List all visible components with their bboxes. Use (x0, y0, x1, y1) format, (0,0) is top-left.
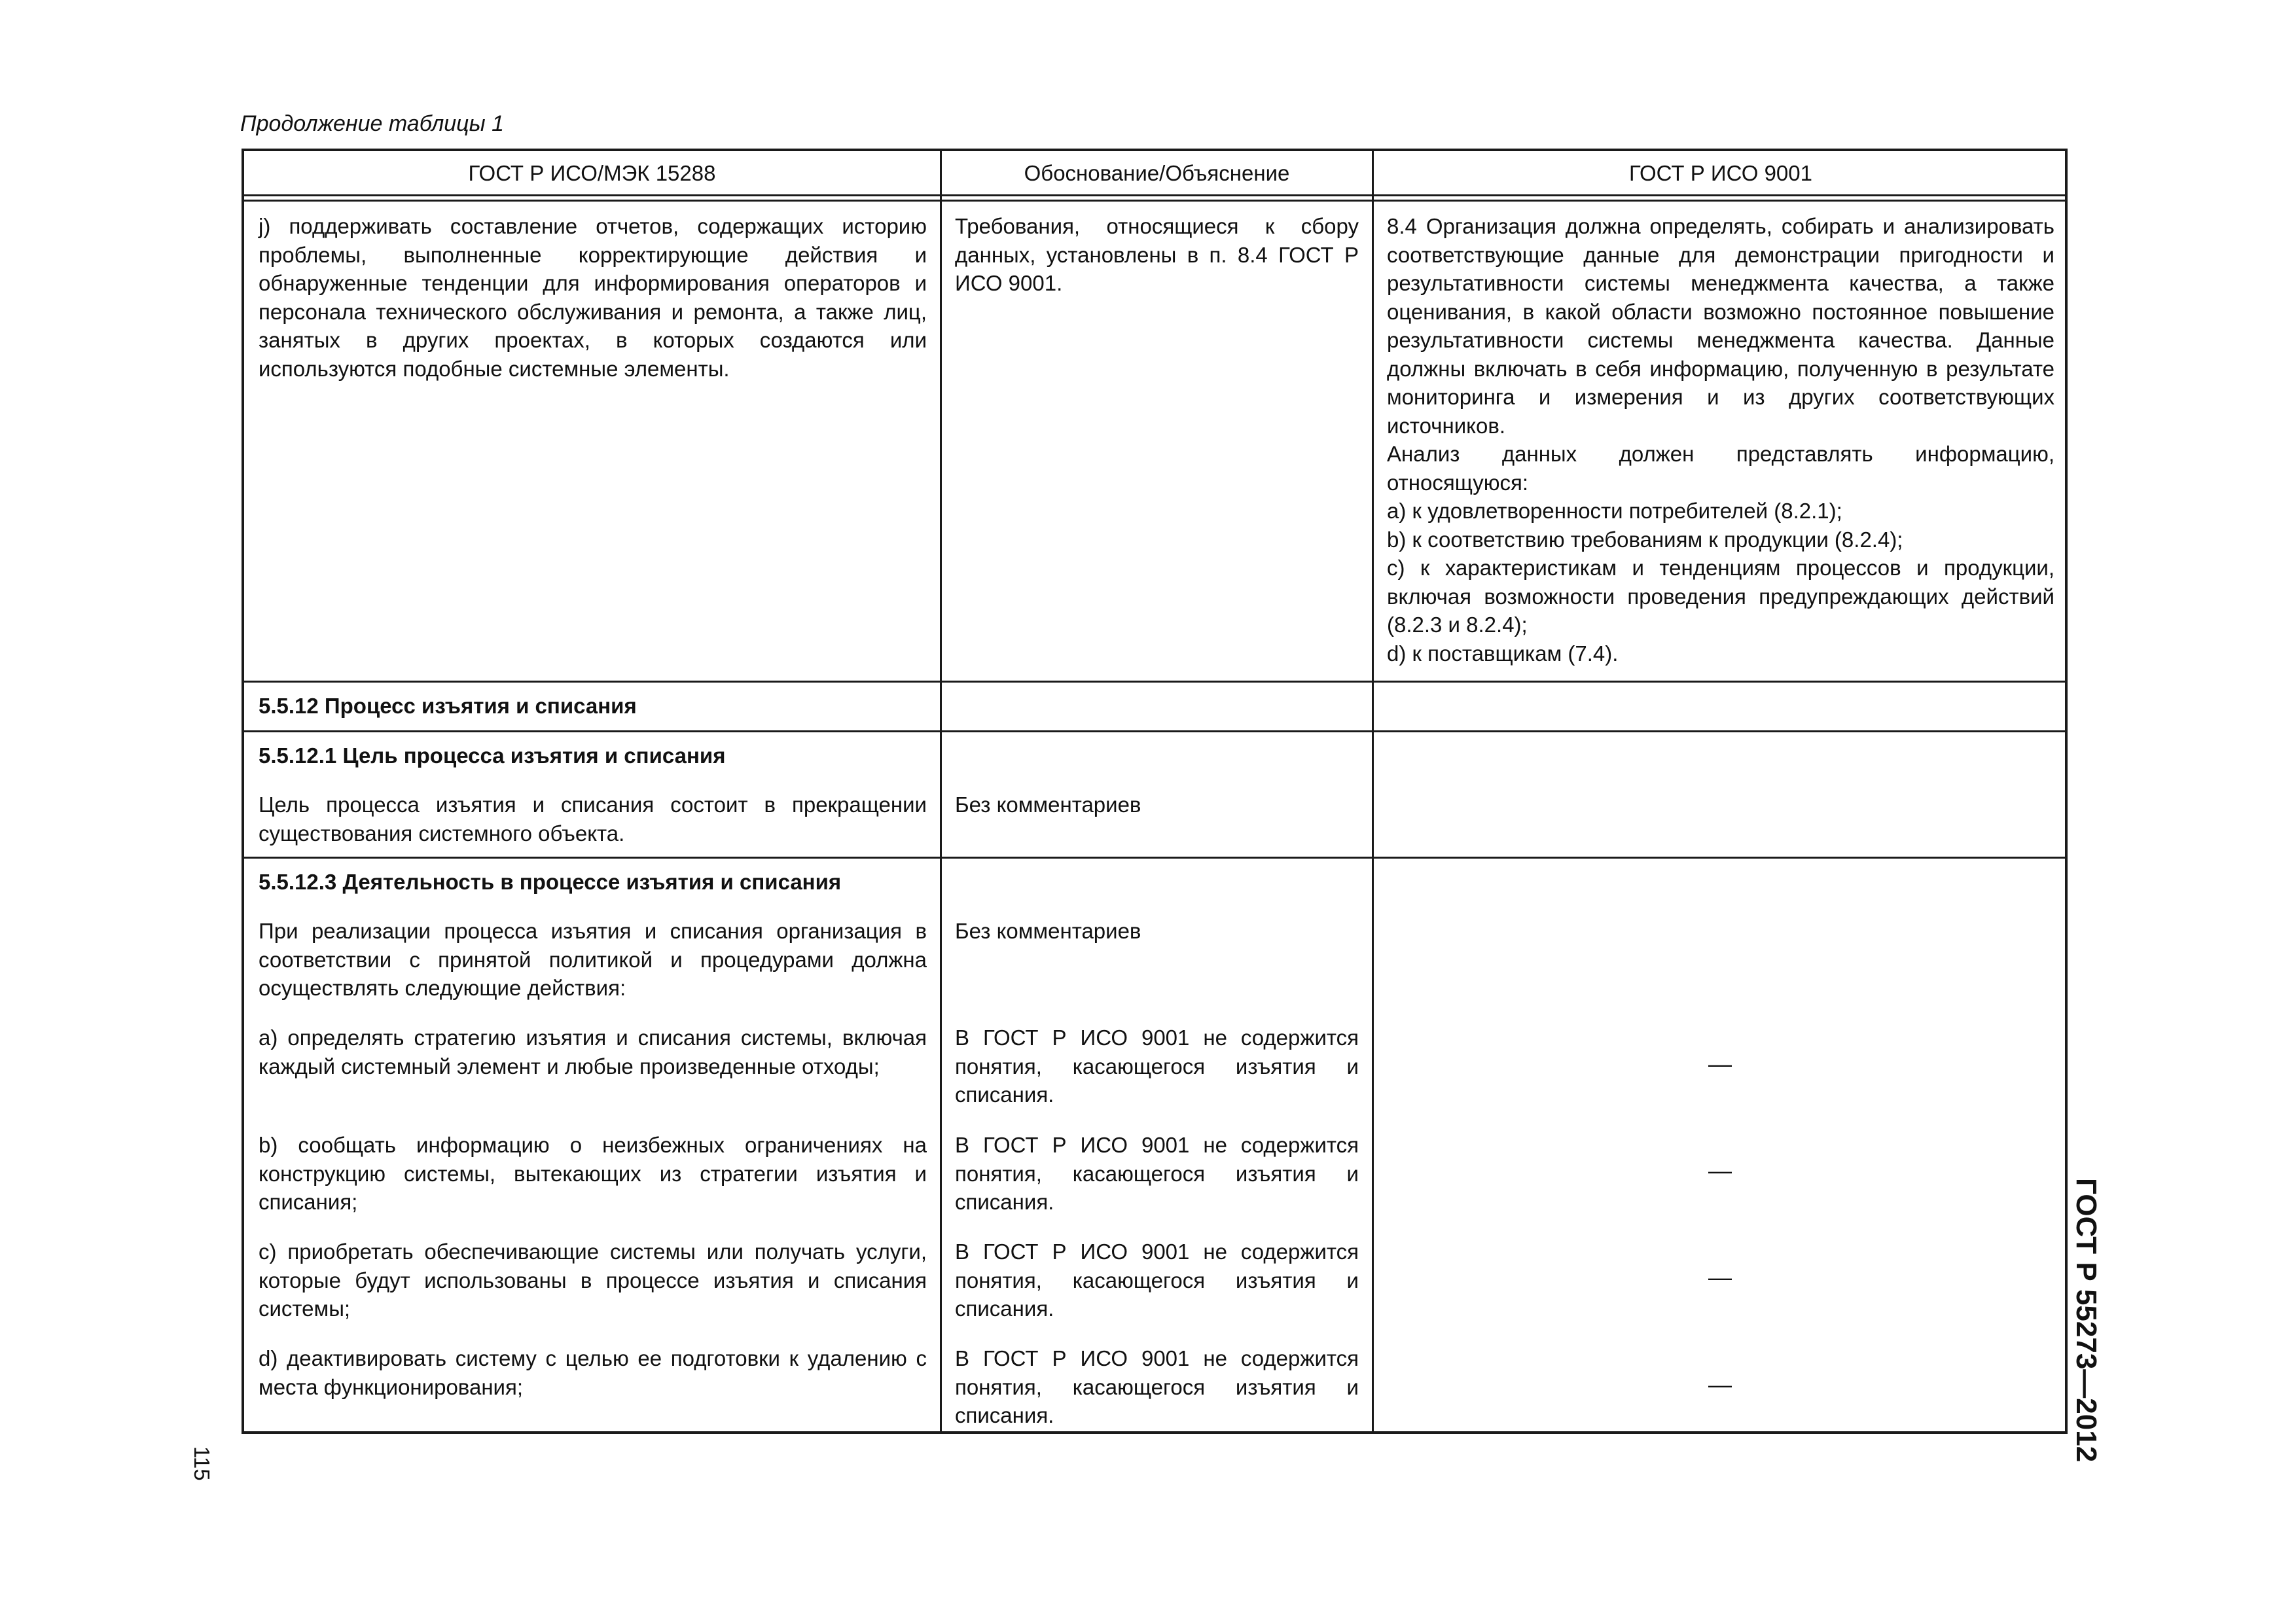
section-5-5-12-1-title: 5.5.12.1 Цель процесса изъятия и списания (259, 743, 726, 768)
activity-item-d-comment: В ГОСТ Р ИСО 9001 не содержится понятия, касающегося изъятия и списания. (955, 1346, 1359, 1427)
activity-item-a: a) определять стратегию изъятия и списания системы, включая каждый системный элемент и любые произведенные отходы; (259, 1026, 927, 1079)
activity-item-a-ref: — (1708, 1050, 1732, 1077)
section-5-5-12-3-intro: При реализации процесса изъятия и списания организация в соответствии с принятой политикой и процедурами должна осуществлять следующие действия: (259, 919, 927, 1000)
section-5-5-12-1-comment: Без комментариев (955, 793, 1141, 817)
analysis-item-b: b) к соответствию требованиям к продукции (8.2.4); (1387, 527, 1903, 552)
section-5-5-12-1-text: Цель процесса изъятия и списания состоит в прекращении существования системного объекта. (259, 793, 927, 846)
document-title-vertical: ГОСТ Р 55273—2012 (2070, 1178, 2102, 1463)
row-j-justification: Требования, относящиеся к сбору данных, установлены в п. 8.4 ГОСТ Р ИСО 9001. (955, 214, 1359, 295)
comparison-table (242, 149, 2068, 1434)
analysis-item-a: a) к удовлетворенности потребителей (8.2.1); (1387, 499, 1842, 523)
row-divider (244, 730, 2065, 732)
iso9001-8-4-text: 8.4 Организация должна определять, собирать и анализировать соответствующие данные для демонстрации пригодности и результативности системы менеджмента качества, а также оценивания, в какой области возможно постоянное повышение результативности системы менеджмента качества. Данные должны включать в себя информацию, полученную в результате мониторинга и измерения и из других соответствующих источников. (1387, 214, 2054, 438)
column-divider (1372, 151, 1374, 1431)
table-caption: Продолжение таблицы 1 (240, 111, 504, 136)
activity-item-b: b) сообщать информацию о неизбежных ограничениях на конструкцию системы, вытекающих из стратегии изъятия и списания; (259, 1133, 927, 1214)
activity-item-b-ref: — (1708, 1157, 1732, 1184)
header-justification: Обоснование/Объяснение (1024, 161, 1290, 185)
row-divider (244, 857, 2065, 859)
column-divider (940, 151, 942, 1431)
section-5-5-12-title: 5.5.12 Процесс изъятия и списания (259, 694, 637, 718)
activity-item-d-ref: — (1708, 1371, 1732, 1398)
analysis-item-d: d) к поставщикам (7.4). (1387, 641, 1619, 666)
activity-item-c-comment: В ГОСТ Р ИСО 9001 не содержится понятия, касающегося изъятия и списания. (955, 1240, 1359, 1321)
activity-item-c: c) приобретать обеспечивающие системы или получать услуги, которые будут использованы в процессе изъятия и списания системы; (259, 1240, 927, 1321)
activity-item-a-comment: В ГОСТ Р ИСО 9001 не содержится понятия, касающегося изъятия и списания. (955, 1026, 1359, 1107)
analysis-text: Анализ данных должен представлять информацию, относящуюся: (1387, 442, 2054, 495)
header-iso15288: ГОСТ Р ИСО/МЭК 15288 (468, 161, 716, 185)
analysis-item-c: c) к характеристикам и тенденциям процессов и продукции, включая возможности проведения предупреждающих действий (8.2.3 и 8.2.4); (1387, 556, 2054, 637)
activity-item-c-ref: — (1708, 1264, 1732, 1291)
page-number: 115 (190, 1446, 214, 1481)
row-divider (244, 681, 2065, 683)
activity-item-d: d) деактивировать систему с целью ее подготовки к удалению с места функционирования; (259, 1346, 927, 1399)
header-divider-bottom (244, 200, 2065, 202)
row-j-iso9001 (1387, 212, 2054, 668)
section-5-5-12-3-title: 5.5.12.3 Деятельность в процессе изъятия и списания (259, 870, 842, 894)
header-iso9001: ГОСТ Р ИСО 9001 (1628, 161, 1812, 185)
section-5-5-12-3-intro-comment: Без комментариев (955, 919, 1141, 943)
row-j-requirement: j) поддерживать составление отчетов, содержащих историю проблемы, выполненные корректирующие действия и обнаруженные тенденции для информирования операторов и персонала технического обслуживания и ремонта, а также лиц, занятых в других проектах, в которых создаются или используются подобные системные элементы. (259, 214, 927, 381)
header-divider-top (244, 194, 2065, 196)
activity-item-b-comment: В ГОСТ Р ИСО 9001 не содержится понятия, касающегося изъятия и списания. (955, 1133, 1359, 1214)
